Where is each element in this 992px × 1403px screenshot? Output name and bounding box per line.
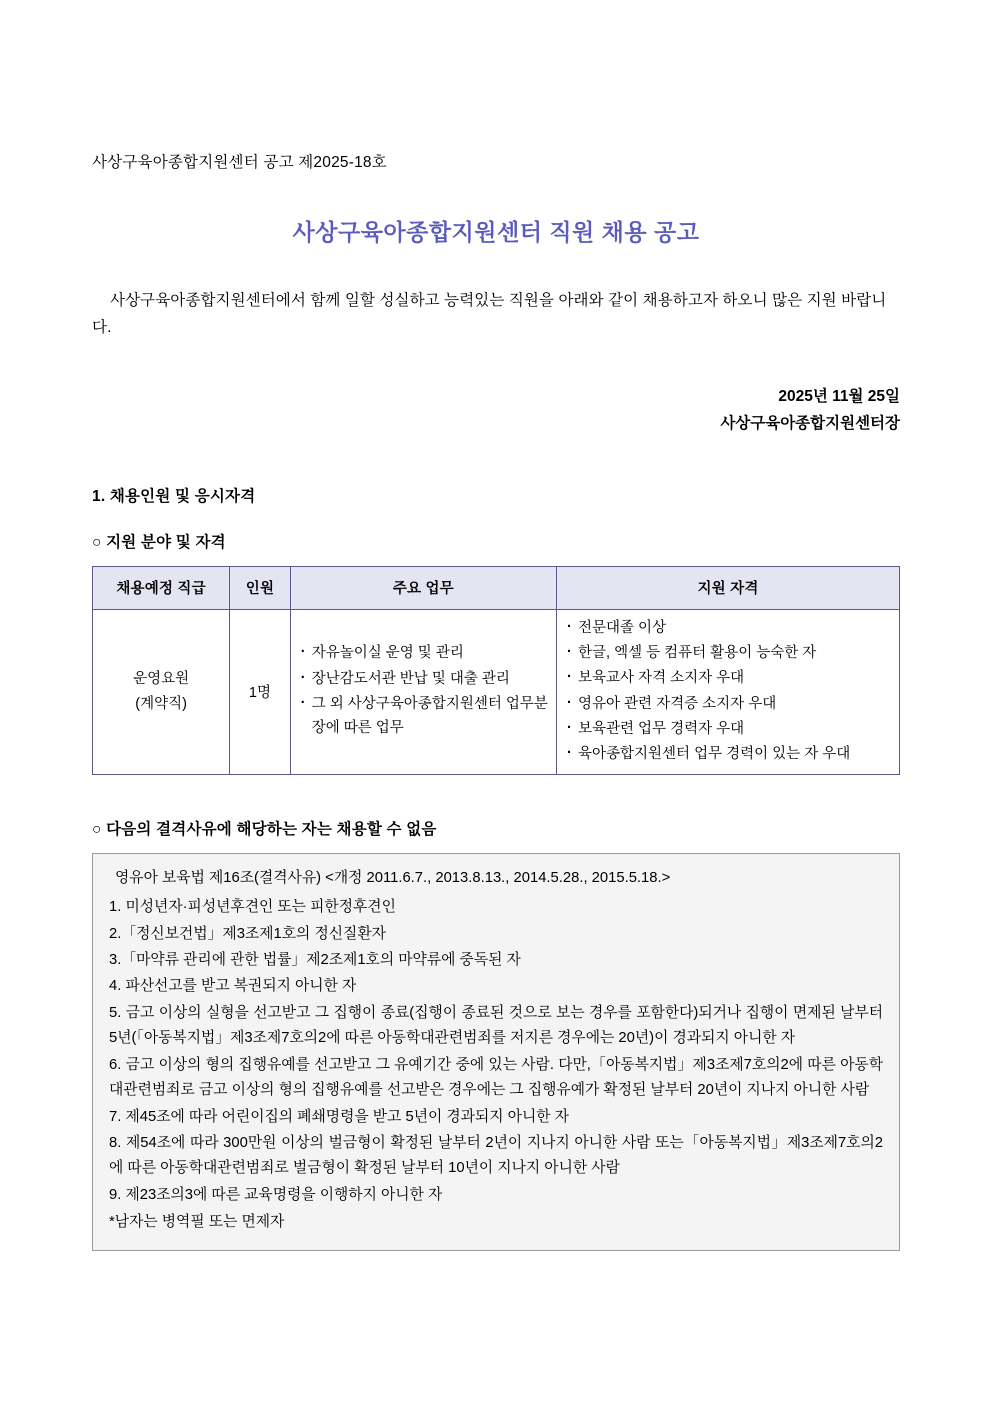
list-item: 9. 제23조의3에 따른 교육명령을 이행하지 아니한 자	[109, 1186, 443, 1203]
notice-number: 사상구육아종합지원센터 공고 제2025-18호	[92, 154, 387, 171]
duties-list	[299, 641, 548, 740]
law-reference: 영유아 보육법 제16조(결격사유) <개정 2011.6.7., 2013.8.13., 2014.5.28., 2015.5.18.>	[115, 869, 671, 886]
list-item: 2.「정신보건법」제3조제1호의 정신질환자	[109, 925, 386, 942]
list-item: · 영유아 관련 자격증 소지자 우대	[565, 692, 891, 716]
qualifications-list	[565, 616, 891, 767]
cell-duties	[290, 609, 556, 774]
list-item: 8. 제54조에 따라 300만원 이상의 벌금형이 확정된 날부터 2년이 지나지 아니한 사람 또는「아동복지법」제3조제7호의2에 따른 아동학대관련범죄로 벌금형이 확정된 날부터 10년이 지나지 아니한 사람	[109, 1135, 883, 1177]
list-item: 1. 미성년자·피성년후견인 또는 피한정후견인	[109, 899, 396, 916]
issuer-name: 사상구육아종합지원센터장	[720, 415, 900, 433]
grade-type: (계약직)	[135, 695, 187, 712]
list-item: 6. 금고 이상의 형의 집행유예를 선고받고 그 유예기간 중에 있는 사람. 다만,「아동복지법」제3조제7호의2에 따른 아동학대관련범죄로 금고 이상의 형의 집행유예를 선고받은 경우에는 그 집행유예가 확정된 날부터 20년이 지나지 아니한 사람	[109, 1056, 883, 1099]
list-item: · 그 외 사상구육아종합지원센터 업무분장에 따른 업무	[299, 692, 548, 741]
list-item: · 한글, 엑셀 등 컴퓨터 활용이 능숙한 자	[565, 641, 891, 665]
list-item: · 장난감도서관 반납 및 대출 관리	[299, 667, 548, 691]
recruitment-table	[92, 566, 900, 775]
column-header-count: 인원	[230, 566, 291, 609]
intro-paragraph: 사상구육아종합지원센터에서 함께 일할 성실하고 능력있는 직원을 아래와 같이 채용하고자 하오니 많은 지원 바랍니다.	[92, 292, 887, 337]
grade-title: 운영요원	[133, 670, 190, 687]
column-header-duties: 주요 업무	[290, 566, 556, 609]
column-header-grade: 채용예정 직급	[93, 566, 230, 609]
military-service-note: *남자는 병역필 또는 면제자	[109, 1214, 285, 1231]
signature-block	[92, 383, 900, 437]
section-1-subheading: ○ 지원 분야 및 자격	[92, 533, 226, 551]
cell-qualifications	[557, 609, 900, 774]
section-2-subheading: ○ 다음의 결격사유에 해당하는 자는 채용할 수 없음	[92, 820, 437, 838]
list-item: 3.「마약류 관리에 관한 법률」제2조제1호의 마약류에 중독된 자	[109, 951, 521, 968]
cell-count: 1명	[230, 609, 291, 774]
list-item: 5. 금고 이상의 실형을 선고받고 그 집행이 종료(집행이 종료된 것으로 보는 경우를 포함한다)되거나 집행이 면제된 날부터 5년(「아동복지법」제3조제7호의2에 따른 아동학대관련범죄를 저지른 경우에는 20년)이 경과되지 아니한 자	[109, 1004, 883, 1047]
table-row	[93, 609, 900, 774]
list-item: · 보육교사 자격 소지자 우대	[565, 666, 891, 690]
list-item: 7. 제45조에 따라 어린이집의 폐쇄명령을 받고 5년이 경과되지 아니한 자	[109, 1108, 569, 1125]
section-1-heading: 1. 채용인원 및 응시자격	[92, 487, 256, 505]
list-item: · 육아종합지원센터 업무 경력이 있는 자 우대	[565, 742, 891, 766]
column-header-qualifications: 지원 자격	[557, 566, 900, 609]
list-item: · 보육관련 업무 경력자 우대	[565, 717, 891, 741]
table-header-row	[93, 566, 900, 609]
list-item: · 전문대졸 이상	[565, 616, 891, 640]
list-item: 4. 파산선고를 받고 복권되지 아니한 자	[109, 978, 357, 995]
list-item: · 자유놀이실 운영 및 관리	[299, 641, 548, 665]
issue-date: 2025년 11월 25일	[778, 388, 900, 406]
cell-grade	[93, 609, 230, 774]
disqualification-list	[109, 895, 883, 1208]
page-title: 사상구육아종합지원센터 직원 채용 공고	[292, 219, 700, 245]
disqualification-box	[92, 853, 900, 1251]
